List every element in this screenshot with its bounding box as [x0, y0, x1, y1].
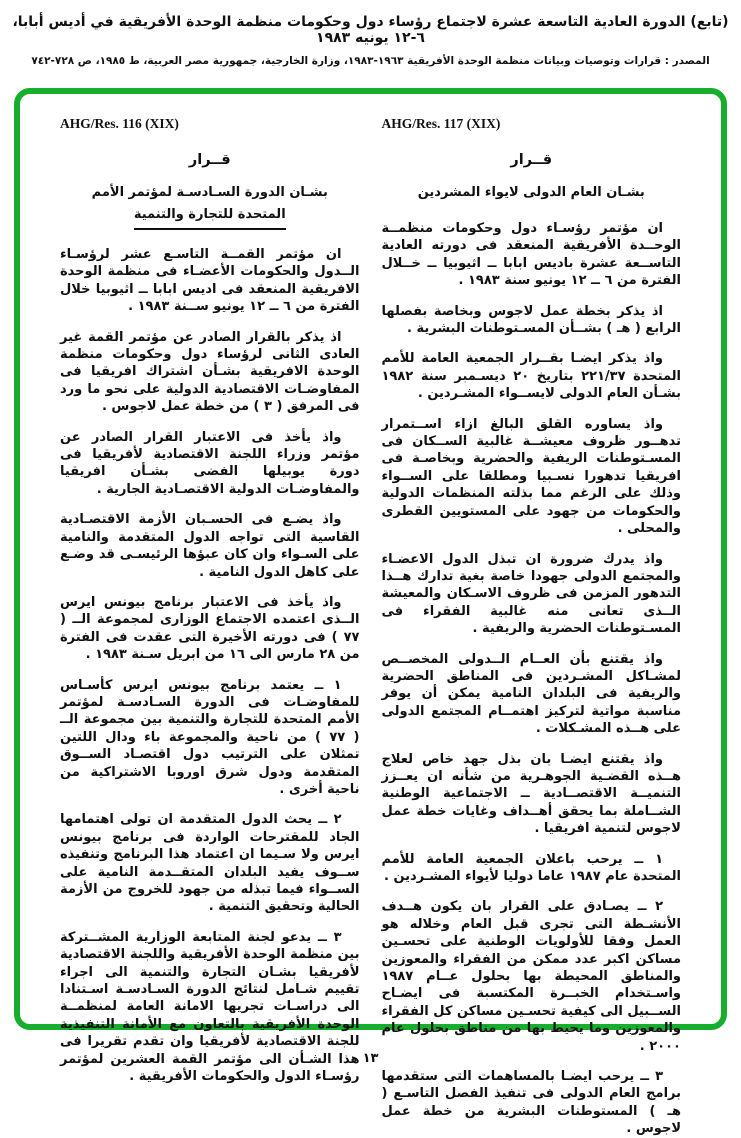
numbered-clause-1: ١ ــ يرحب باعلان الجمعية العامة للأمم المتحدة عام ١٩٨٧ عاما دوليا لأيواء المشـردين .: [381, 851, 681, 884]
resolution-116-id: AHG/Res. 116 (XIX): [60, 116, 179, 131]
resolution-116-title-line2: المتحدة للتجارة والتنمية: [134, 204, 286, 230]
session-title: (تابع) الدورة العادية التاسعة عشرة لاجتماع رؤساء دول وحكومات منظمة الوحدة الأفريقية في أديس أبابا، ٦-١٢ يونيه ١٩٨٣: [12, 14, 729, 46]
resolution-117-id: AHG/Res. 117 (XIX): [381, 116, 501, 131]
numbered-clause-2: ٢ ــ يصـادق على القرار بان يكون هــدف الأنشـطة التى تجرى قبل العام وخلاله هو العمل وفقا للأولويات الوطنية على تحسـين مساكن اكبر عدد ممكن من الفقراء والمعوزين والمناطق المحيطة بها بحلول عــام ١٩٨٧ واسـتخدام الخبــرة المكتسبة فى ايضـاح الســبيل الى كيفية تحسـين مساكن كل الفقراء والمعوزين وما يحيط بها من مناطق بحلول عام ٢٠٠٠ .: [381, 899, 681, 1054]
resolution-117-title: بشـان العام الدولى لايواء المشردين: [417, 185, 645, 200]
resolution-116-title-line1: بشـان الدورة السـادسـة لمؤتمر الأمم: [91, 185, 328, 200]
resolution-116-heading: قــرار: [188, 152, 231, 168]
green-border-frame: [14, 88, 727, 1137]
paragraph: واذ يأخذ فى الاعتبار القرار الصادر عن مؤتمر وزراء اللجنة الاقتصادية لأفريقيا فى دورة يوبيلها الفضى بشـأن افريقيا والمفاوضـات الدولية الاقتصـادية الجارية .: [60, 429, 360, 497]
paragraph: واذ يضـع فى الحسـبان الأزمة الاقتصـادية القاسية التى تواجه الدول المتقدمة والنامية على السـواء وان كان عبؤها الرئيسـى قد وضـع على كاهل الدول النامية .: [60, 512, 360, 580]
numbered-clause-3: ٣ ــ يرحب ايضـا بالمساهمات التى ستقدمها برامج العام الدولى فى تنفيذ الفصل التاسـع ( هـ ) المستوطنات البشرية من خطة عمل لاجوس .: [381, 1069, 681, 1137]
paragraph: ان مؤتمر رؤسـاء دول وحكومات منظمــة الوحــدة الأفريقية المنعقد فى دورته العادية التاســعة عشرة باديس ابابا ــ اثيوبيا ــ خــلال الفترة من ٦ ــ ١٢ يونيو سنة ١٩٨٣ .: [381, 221, 681, 289]
resolution-116-column: [60, 116, 360, 1085]
paragraph: واذ يقتنع بأن العــام الــدولى المخصــص لمشـاكل المشـردين فى المناطق الحضرية والريفية فى البلدان النامية يمكن أن يوفر مناسبة مواتية لتركيز اهتمــام المجتمع الدولى على هــذه المشـكلات .: [381, 651, 681, 737]
numbered-clause-2: ٢ ــ يحث الدول المتقدمة ان تولى اهتمامها الجاد للمقترحات الواردة فى برنامج بيونس ايرس ولا سـيما ان اعتماد هذا البرنامج وتنفيذه ســوف يفيد البلدان المتقــدمة النامية على الســواء فيما تبذله من جهود للخروج من الأزمة الحالية وتحقيق التنمية .: [60, 812, 360, 915]
numbered-clause-3: ٣ ــ يدعو لجنة المتابعة الوزارية المشــتركة بين منظمة الوحدة الأفريقية واللجنة الاقتصادية لأفريقيا بشـان التجارة والتنمية الى اجراء تقييم شـامل لنتائج الدورة السـادسـة اسـتنادا الى دراسـات تجريها الامانة العامة لمنظمــة الوحدة الأفريقية بالتعاون مع الأمانة التنفيذية للجنة الاقتصادية لأفريقيا وان تقدم تقريرا فى هذا الشـأن الى مؤتمر القمة العشرين لمؤتمر رؤسـاء الدول والحكومات الأفريقية .: [60, 929, 360, 1085]
paragraph: ان مؤتمر القمــة التاسـع عشر لرؤسـاء الــدول والحكومات الأعضـاء فى منظمة الوحدة الافريقية المنعقد فى اديس ابابا ــ اثيوبيا خلال الفترة من ٦ ــ ١٢ يونيو ســنة ١٩٨٣ .: [60, 247, 360, 315]
paragraph: اذ يذكر بالقرار الصادر عن مؤتمر القمة غير العادى الثانى لرؤساء دول وحكومات منظمة الوحدة الافريقية بشـأن اشتراك افريقيا فى المفاوضـات الاقتصادية الدولية على نحو ما ورد فى المرفق ( ٣ ) من خطة عمل لاجوس .: [60, 329, 360, 415]
source-citation: المصدر : قرارات وتوصيات وبيانات منظمة الوحدة الأفريقية ١٩٦٣-١٩٨٣، وزارة الخارجية، جمهورية مصر العربية، ط ١٩٨٥، ص ٧٢٨-٧٤٢: [31, 55, 710, 67]
page-number: ١٣: [362, 1051, 379, 1066]
paragraph: واذ يأخذ فى الاعتبار برنامج بيونس ايرس الــذى اعتمده الاجتماع الوزارى لمجموعة الــ ( ٧٧ ) فى دورته الأخيرة التى عقدت فى الفترة من ٢٨ مارس الى ١٦ من ابريل سـنة ١٩٨٣ .: [60, 594, 360, 663]
paragraph: واذ يدرك ضرورة ان تبذل الدول الاعضـاء والمجتمع الدولى جهودا خاصة بغية تدارك هــذا التدهور المزمن فى ظروف الاسـكان والمعيشة الــذى تعانى منه غالبية الفقراء فى المسـتوطنات الحضرية والريفية .: [381, 551, 681, 637]
resolution-116-title: [60, 182, 360, 230]
paragraph: اذ يذكر بخطة عمل لاجوس وبخاصة بفصلها الرابع ( هـ ) بشــأن المسـتوطنات البشرية .: [381, 303, 681, 337]
resolutions-columns: [20, 94, 721, 1137]
source-header: [0, 14, 741, 67]
paragraph: واذ يذكر ايضـا بقــرار الجمعية العامة للأمم المتحدة ٢٢١/٣٧ بتاريخ ٢٠ ديسـمبر سنة ١٩٨٢ بشـأن العام الدولى لايســواء المشـردين .: [381, 351, 681, 402]
paragraph: واذ يساوره القلق البالغ ازاء اســتمرار تدهــور ظروف معيشــة غالبية الســكان فى المسـتوطنات الريفية والحضرية وبخاصـة فى افريقيا تدهورا نسـبيا ومطلقا على الســواء وذلك على الرغم مما بذلته المنظمات الدولية والحكومات من جهود على المستويين القطرى والمحلى .: [381, 416, 681, 537]
resolution-117-heading: قــرار: [510, 152, 553, 168]
resolution-117-column: [381, 116, 682, 1137]
paragraph: واذ يقتنع ايضـا بان بذل جهد خاص لعلاج هــذه القضـية الجوهـرية من شأنه ان يعــزز التنميــة الاقتصــادية ــ الاجتماعية الوطنية الشــاملة بما يحقق أهــداف وغايات خطة عمل لاجوس لتنمية افريقيا .: [381, 751, 681, 837]
numbered-clause-1: ١ ــ يعتمد برنامج بيونس ايرس كأسـاس للمفاوضـات فى الدورة السـادسـة لمؤتمر الأمم المتحدة للتجارة والتنمية بين مجموعة الــ ( ٧٧ ) من ناحية والمجموعة باء ودال اللتين تمثلان على الترتيب دول اقتصـاد الســوق المتقدمة ودول شرق اوروبا الاشتراكية من ناحية أخرى .: [60, 677, 360, 797]
